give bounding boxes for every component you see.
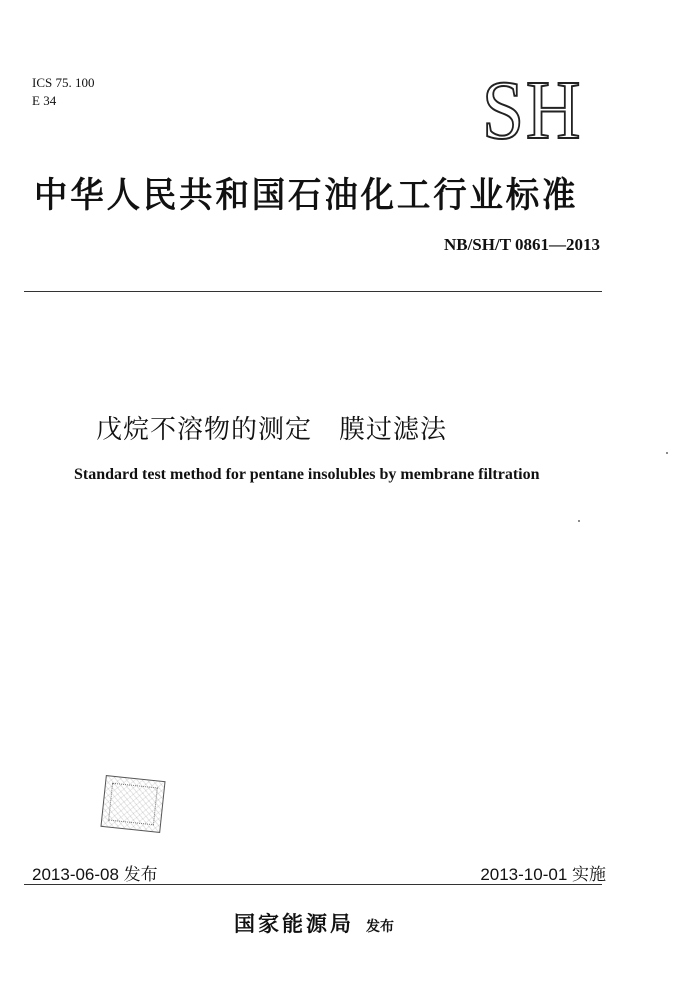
scan-speck <box>578 520 580 522</box>
top-divider <box>24 291 602 292</box>
issue-date: 2013-06-08 发布 <box>32 865 158 884</box>
ccs-code: E 34 <box>32 93 57 108</box>
stamp-image <box>100 775 165 833</box>
publisher-verb: 发布 <box>366 919 394 935</box>
stamp-inner-border <box>108 783 158 826</box>
publisher-line <box>234 908 394 938</box>
document-title-chinese: 戊烷不溶物的测定 膜过滤法 <box>96 415 448 445</box>
scan-speck <box>666 452 668 454</box>
ics-code: ICS 75. 100 <box>32 75 95 90</box>
sh-logo: SH <box>482 64 583 157</box>
publisher-name: 国家能源局 <box>234 912 354 936</box>
classification-codes <box>32 74 94 110</box>
implementation-date: 2013-10-01 实施 <box>480 865 606 884</box>
standard-category-title: 中华人民共和国石油化工行业标准 <box>34 176 579 216</box>
bottom-divider <box>24 884 602 885</box>
standard-number: NB/SH/T 0861—2013 <box>443 235 600 254</box>
document-title-english: Standard test method for pentane insolubles by membrane filtration <box>74 466 540 483</box>
